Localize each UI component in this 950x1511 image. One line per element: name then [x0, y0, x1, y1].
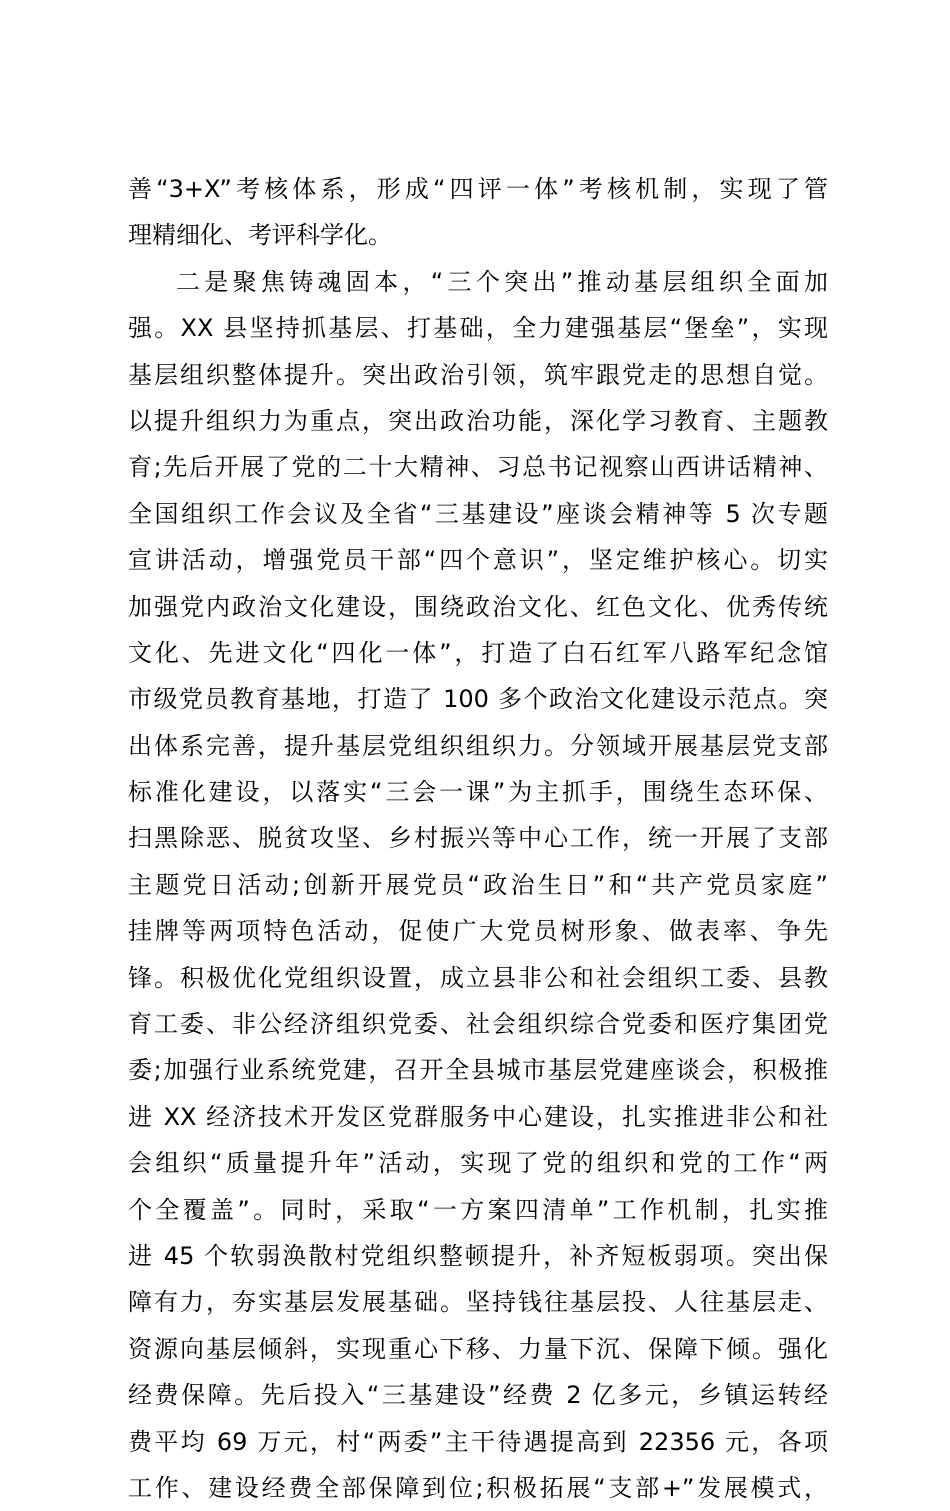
text-line: 加强党内政治文化建设，围绕政治文化、红色文化、优秀传统 [128, 592, 828, 621]
text-line: 育;先后开展了党的二十大精神、习总书记视察山西讲话精神、 [128, 453, 828, 482]
text-line: 挂牌等两项特色活动，促使广大党员树形象、做表率、争先 [128, 917, 828, 946]
text-line: 理精细化、考评科学化。 [128, 221, 392, 250]
text-line: 出体系完善，提升基层党组织组织力。分领域开展基层党支部 [128, 731, 828, 760]
text-line: 扫黑除恶、脱贫攻坚、乡村振兴等中心工作，统一开展了支部 [128, 824, 828, 853]
text-line: 宣讲活动，增强党员干部“四个意识”，坚定维护核心。切实 [128, 546, 828, 575]
text-line: 主题党日活动;创新开展党员“政治生日”和“共产党员家庭” [128, 870, 828, 899]
text-line: 会组织“质量提升年”活动，实现了党的组织和党的工作“两 [128, 1149, 828, 1178]
text-line: 锋。积极优化党组织设置，成立县非公和社会组织工委、县教 [128, 963, 828, 992]
text-line: 基层组织整体提升。突出政治引领，筑牢跟党走的思想自觉。 [128, 360, 828, 389]
text-line: 文化、先进文化“四化一体”，打造了白石红军八路军纪念馆 [128, 638, 828, 667]
text-line: 资源向基层倾斜，实现重心下移、力量下沉、保障下倾。强化 [128, 1334, 828, 1363]
text-line: 费平均 69 万元，村“两委”主干待遇提高到 22356 元，各项 [128, 1427, 828, 1456]
text-line: 标准化建设，以落实“三会一课”为主抓手，围绕生态环保、 [128, 778, 828, 807]
text-line: 育工委、非公经济组织党委、社会组织综合党委和医疗集团党 [128, 1010, 828, 1039]
paragraph-start-line: 二是聚焦铸魂固本，“三个突出”推动基层组织全面加 [176, 267, 828, 296]
text-line: 个全覆盖”。同时，采取“一方案四清单”工作机制，扎实推 [128, 1195, 828, 1224]
text-line: 强。XX 县坚持抓基层、打基础，全力建强基层“堡垒”，实现 [128, 314, 828, 343]
text-line: 经费保障。先后投入“三基建设”经费 2 亿多元，乡镇运转经 [128, 1381, 828, 1410]
text-line: 市级党员教育基地，打造了 100 多个政治文化建设示范点。突 [128, 685, 828, 714]
text-line: 善“3+X”考核体系，形成“四评一体”考核机制，实现了管 [128, 175, 828, 203]
text-line: 进 XX 经济技术开发区党群服务中心建设，扎实推进非公和社 [128, 1102, 828, 1131]
text-line: 委;加强行业系统党建，召开全县城市基层党建座谈会，积极推 [128, 1056, 828, 1085]
text-line: 以提升组织力为重点，突出政治功能，深化学习教育、主题教 [128, 406, 828, 435]
text-line: 进 45 个软弱涣散村党组织整顿提升，补齐短板弱项。突出保 [128, 1241, 828, 1270]
text-line: 全国组织工作会议及全省“三基建设”座谈会精神等 5 次专题 [128, 499, 828, 528]
text-line: 工作、建设经费全部保障到位;积极拓展“支部+”发展模式， [128, 1473, 828, 1502]
text-line: 障有力，夯实基层发展基础。坚持钱往基层投、人往基层走、 [128, 1288, 828, 1317]
body-text [128, 166, 828, 1511]
